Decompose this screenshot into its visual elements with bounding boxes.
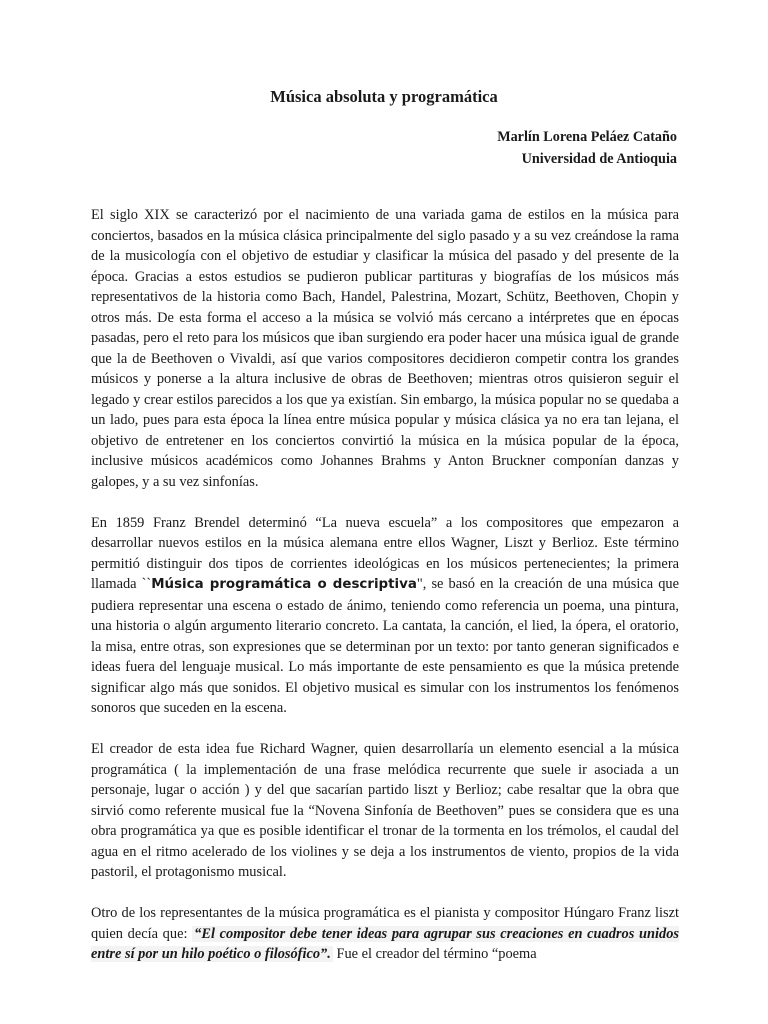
document-title: Música absoluta y programática [270, 87, 498, 106]
programmatic-music-term: Música programática o descriptiva [151, 577, 417, 592]
paragraph-4 [91, 903, 679, 965]
author-name: Marlín Lorena Peláez Cataño [497, 129, 677, 145]
author-affiliation: Universidad de Antioquia [521, 151, 677, 167]
paragraph-3 [91, 739, 679, 883]
paragraph-2-text-start: En 1859 Franz Brendel determinó “La nueva escuela” a los compositores que empezaron a desarrollar nuevos estilos en la música alemana entre ellos Wagner, Liszt y Berlioz. Este término permitió distinguir dos tipos de corrientes ideológicas en los músicos pertenecientes; la primera llamada `` [91, 514, 679, 592]
paragraph-4-text-end: Fue el creador del término “poema [332, 946, 537, 962]
paragraph-2 [91, 513, 679, 719]
paragraph-3-text: El creador de esta idea fue Richard Wagner, quien desarrollaría un elemento esencial a la música programática ( la implementación de una frase melódica recurrente que suele ir asociada a un personaje, lugar o acción ) y del que sacarían partido liszt y Berlioz; cabe resaltar que la obra que sirvió como referente musical fue la “Novena Sinfonía de Beethoven” pues se considera que es una obra programática ya que es posible identificar el tronar de la tormenta en los trémolos, el caudal del agua en el ritmo acelerado de los violines y se deja a los instrumentos de viento, propios de la vida pastoril, el protagonismo musical. [91, 741, 679, 880]
paragraph-1 [91, 205, 679, 492]
paragraph-4-text-start: Otro de los representantes de la música programática es el pianista y compositor Húngaro Franz liszt quien decía que: [91, 905, 679, 942]
paragraph-1-text: El siglo XIX se caracterizó por el nacimiento de una variada gama de estilos en la música para conciertos, basados en la música clásica principalmente del siglo pasado y a su vez creándose la rama de la musicología con el objetivo de estudiar y clasificar la música del pasado y del presente de la época. Gracias a estos estudios se pudieron publicar partituras y biografías de los músicos más representativos de la historia como Bach, Handel, Palestrina, Mozart, Schütz, Beethoven, Chopin y otros más. De esta forma el acceso a la música se volvió más cercano a intérpretes que en épocas pasadas, pero el reto para los músicos que iban surgiendo era poder hacer una música igual de grande que la de Beethoven o Vivaldi, así que varios compositores decidieron competir contra los grandes músicos y ponerse a la altura inclusive de obras de Beethoven; mientras otros quisieron seguir el legado y crear estilos parecidos a los que ya existían. Sin embargo, la música popular no se quedaba a un lado, pues para esta época la línea entre música popular y música clásica ya no era tan lejana, el objetivo de entretener en los conciertos convirtió la música en la música popular de la época, inclusive músicos académicos como Johannes Brahms y Anton Bruckner componían danzas y galopes, y a su vez sinfonías. [91, 207, 679, 490]
document-body [91, 205, 679, 985]
paragraph-2-text-end: ", se basó en la creación de una música que pudiera representar una escena o estado de ánimo, teniendo como referencia un poema, una pintura, una historia o algún argumento literario concreto. La cantata, la canción, el lied, la ópera, el oratorio, la misa, entre otras, son expresiones que se determinan por un texto: por tanto generan significados e ideas fuera del lenguaje musical. Lo más importante de este pensamiento es que la música pretende significar algo más que sonidos. El objetivo musical es simular con los instrumentos los fenómenos sonoros que suceden en la escena. [91, 576, 679, 716]
liszt-quote: “El compositor debe tener ideas para agrupar sus creaciones en cuadros unidos entre sí por un hilo poético o filosófico”. [91, 925, 679, 962]
